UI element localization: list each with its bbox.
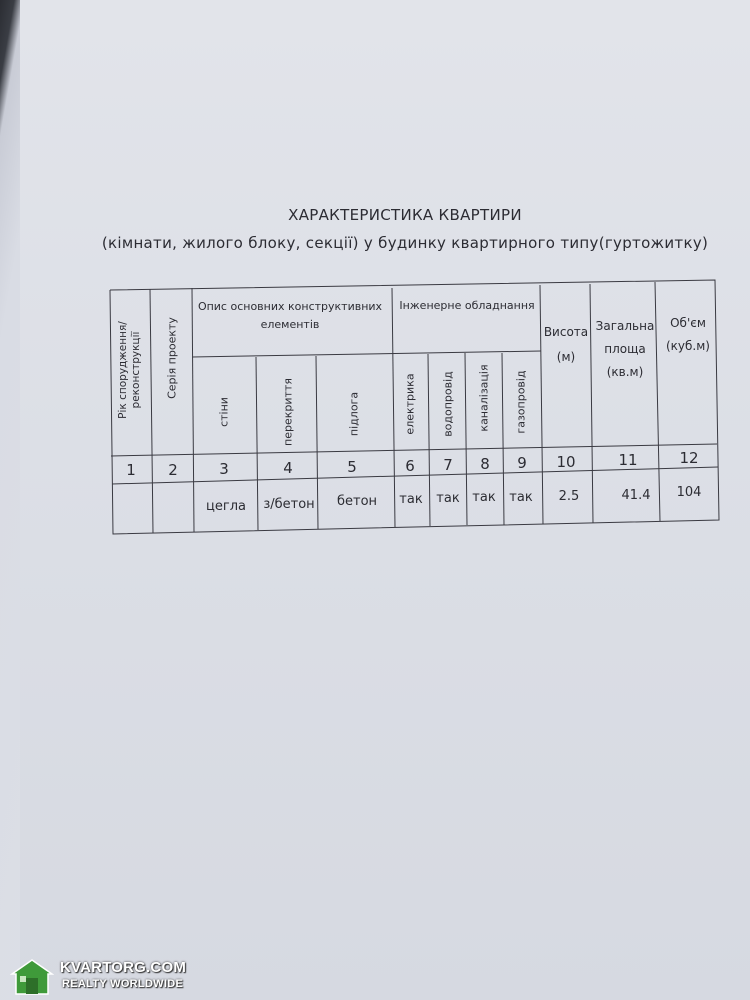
value-sewer: так <box>472 490 496 505</box>
column-number: 6 <box>405 457 415 475</box>
column-number: 12 <box>679 449 699 467</box>
header-gas: газопровід <box>514 370 528 434</box>
value-walls: цегла <box>206 499 246 514</box>
header-engineering-group: Інженерне обладнання <box>399 299 535 312</box>
value-electric: так <box>399 492 423 507</box>
header-sewer: каналізація <box>477 364 491 432</box>
column-number: 10 <box>556 453 576 471</box>
column-number: 2 <box>168 461 178 479</box>
header-walls: стіни <box>217 397 231 427</box>
watermark <box>10 958 200 996</box>
header-floor: підлога <box>347 391 361 437</box>
header-ceilings: перекриття <box>281 378 295 446</box>
column-number: 7 <box>443 456 453 474</box>
header-year: Рік спорудження/ реконструкції <box>117 321 142 419</box>
column-number: 11 <box>618 451 638 469</box>
value-height: 2.5 <box>558 489 580 504</box>
watermark-tagline: REALTY WORLDWIDE <box>62 978 184 990</box>
house-logo-icon <box>10 958 54 996</box>
document-title: ХАРАКТЕРИСТИКА КВАРТИРИ <box>288 206 522 224</box>
column-number: 1 <box>126 461 136 479</box>
document-subtitle: (кімнати, жилого блоку, секції) у будинку квартирного типу(гуртожитку) <box>101 234 709 252</box>
column-number: 4 <box>283 459 293 477</box>
header-electric: електрика <box>403 373 417 435</box>
watermark-brand: KVARTORG.COM <box>60 959 187 976</box>
column-number: 5 <box>347 458 357 476</box>
value-floor: бетон <box>336 494 378 509</box>
header-height: Висота (м) <box>543 325 589 364</box>
column-number: 3 <box>219 460 229 478</box>
header-volume: Об'єм (куб.м) <box>666 316 710 353</box>
header-series: Серія проекту <box>165 317 179 399</box>
value-gas: так <box>509 490 533 505</box>
header-structural-group: Опис основних конструктивних елементів <box>197 300 383 331</box>
column-number: 8 <box>480 455 490 473</box>
column-number: 9 <box>517 454 527 472</box>
header-area: Загальна площа (кв.м) <box>595 319 655 379</box>
value-water: так <box>436 491 460 506</box>
header-water: водопровід <box>441 371 455 437</box>
value-volume: 104 <box>676 485 702 500</box>
value-area: 41.4 <box>621 488 651 503</box>
value-ceilings: з/бетон <box>263 497 315 512</box>
